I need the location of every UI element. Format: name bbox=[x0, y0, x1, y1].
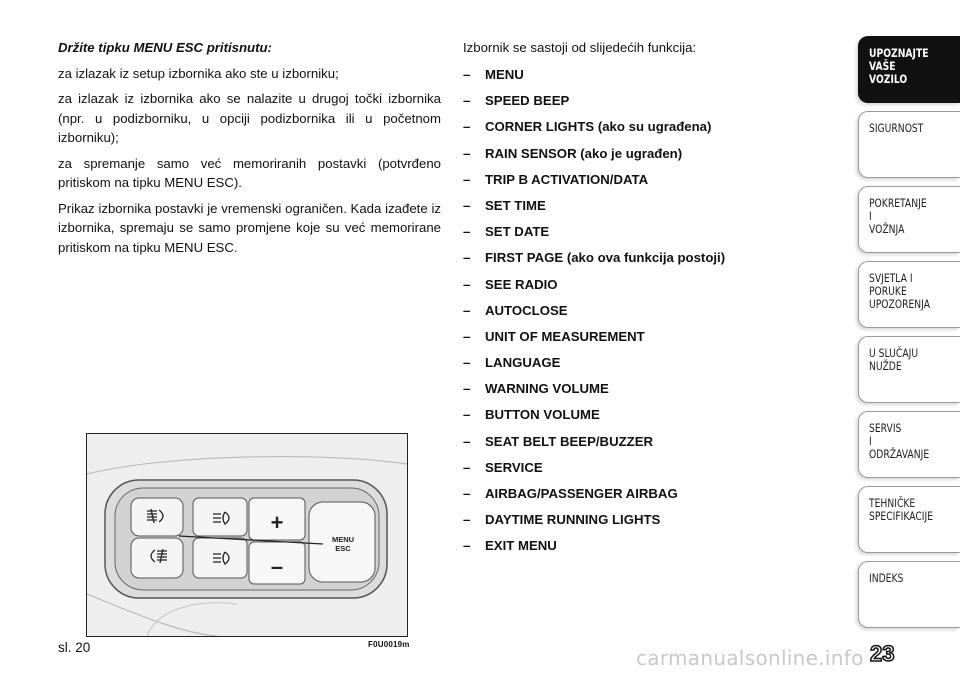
menu-item-label: BUTTON VOLUME bbox=[485, 407, 600, 423]
menu-item-label: AUTOCLOSE bbox=[485, 302, 568, 318]
menu-item-label: DAYTIME RUNNING LIGHTS bbox=[485, 512, 661, 528]
menu-list-item bbox=[463, 379, 843, 405]
chapter-tab-label: UPOZNAJTE VAŠE VOZILO bbox=[869, 46, 929, 86]
intro-text: Držite tipku MENU ESC pritisnutu: bbox=[58, 40, 272, 55]
chapter-tab-label: U SLUČAJU NUŽDE bbox=[869, 346, 919, 373]
dash-marker: – bbox=[463, 512, 471, 528]
menu-item-label: UNIT OF MEASUREMENT bbox=[485, 328, 645, 344]
paragraph-4: Prikaz izbornika postavki je vremenski ograničen. Kada izađete iz izbornika, spremaju se samo promjene koje su već memorirane pritiskom na tipku MENU ESC. bbox=[58, 200, 441, 255]
chapter-tab-6[interactable] bbox=[858, 411, 960, 478]
menu-item-label: SET TIME bbox=[485, 197, 546, 213]
menu-list-item bbox=[463, 301, 843, 327]
chapter-tab-1[interactable] bbox=[858, 36, 960, 103]
menu-item-label: SPEED BEEP bbox=[485, 93, 570, 109]
figure-caption: sl. 20 bbox=[58, 640, 91, 655]
chapter-tab-7[interactable] bbox=[858, 486, 960, 553]
menu-list-item bbox=[463, 327, 843, 353]
right-column bbox=[463, 38, 843, 563]
dash-marker: – bbox=[463, 355, 471, 371]
menu-list-lead: Izbornik se sastoji od slijedećih funkcija: bbox=[463, 40, 697, 55]
dash-marker: – bbox=[463, 197, 471, 213]
menu-list-item bbox=[463, 248, 843, 274]
menu-list-item bbox=[463, 196, 843, 222]
dash-marker: – bbox=[463, 538, 471, 554]
menu-item-label: TRIP B ACTIVATION/DATA bbox=[485, 171, 649, 187]
chapter-tab-5[interactable] bbox=[858, 336, 960, 403]
chapter-tab-label: SIGURNOST bbox=[869, 121, 924, 135]
dash-marker: – bbox=[463, 328, 471, 344]
menu-item-label: RAIN SENSOR (ako je ugrađen) bbox=[485, 145, 683, 161]
chapter-tab-4[interactable] bbox=[858, 261, 960, 328]
chapter-tab-label: TEHNIČKE SPECIFIKACIJE bbox=[869, 496, 934, 523]
menu-item-label: SET DATE bbox=[485, 224, 550, 240]
chapter-tab-label: SVJETLA I PORUKE UPOZORENJA bbox=[869, 271, 930, 311]
dash-marker: – bbox=[463, 67, 471, 82]
menu-function-list bbox=[463, 65, 843, 563]
chapter-tab-8[interactable] bbox=[858, 561, 960, 628]
menu-list-item bbox=[463, 536, 843, 562]
menu-item-label: CORNER LIGHTS (ako su ugrađena) bbox=[485, 119, 712, 135]
dash-marker: – bbox=[463, 302, 471, 318]
menu-list-item bbox=[463, 170, 843, 196]
minus-button-label: – bbox=[270, 554, 284, 579]
menu-item-label: SEAT BELT BEEP/BUZZER bbox=[485, 433, 654, 449]
menu-label-line2: ESC bbox=[335, 544, 351, 553]
menu-list-item bbox=[463, 222, 843, 248]
dash-marker: – bbox=[463, 407, 471, 423]
control-panel-figure bbox=[86, 433, 408, 637]
page-number: 23 bbox=[870, 641, 895, 666]
menu-item-label: LANGUAGE bbox=[485, 355, 561, 371]
menu-list-item bbox=[463, 353, 843, 379]
left-column bbox=[58, 38, 441, 263]
menu-list-item bbox=[463, 405, 843, 431]
dash-marker: – bbox=[463, 93, 471, 109]
menu-item-label: SEE RADIO bbox=[485, 276, 558, 292]
chapter-tab-label: INDEKS bbox=[869, 571, 904, 585]
dash-marker: – bbox=[463, 276, 471, 292]
chapter-tab-label: SERVIS I ODRŽAVANJE bbox=[869, 421, 930, 461]
menu-list-item bbox=[463, 65, 843, 91]
chapter-tab-label: POKRETANJE I VOŽNJA bbox=[869, 196, 927, 236]
dash-marker: – bbox=[463, 224, 471, 240]
dash-marker: – bbox=[463, 171, 471, 187]
menu-item-label: MENU bbox=[485, 67, 524, 82]
dash-marker: – bbox=[463, 250, 471, 266]
paragraph-3: za spremanje samo već memoriranih postavki (potvrđeno pritiskom na tipku MENU ESC). bbox=[58, 155, 441, 190]
menu-label-line1: MENU bbox=[331, 535, 355, 544]
menu-list-item bbox=[463, 275, 843, 301]
chapter-tab-3[interactable] bbox=[858, 186, 960, 253]
paragraph-2: za izlazak iz izbornika ako se nalazite u drugoj točki izbornika (npr. u podizborniku, u opciji podizbornika ili u početnom izborniku); bbox=[58, 91, 441, 145]
control-buttons-illustration bbox=[87, 434, 407, 636]
menu-list-item bbox=[463, 510, 843, 536]
menu-list-item bbox=[463, 144, 843, 170]
menu-item-label: EXIT MENU bbox=[485, 538, 557, 554]
dash-marker: – bbox=[463, 119, 471, 135]
menu-list-item bbox=[463, 458, 843, 484]
dash-marker: – bbox=[463, 486, 471, 501]
chapter-tab-2[interactable] bbox=[858, 111, 960, 178]
figure-code: F0U0019m bbox=[368, 640, 410, 649]
menu-list-item bbox=[463, 432, 843, 458]
menu-item-label: SERVICE bbox=[485, 459, 543, 475]
plus-button-label: + bbox=[270, 510, 284, 535]
dash-marker: – bbox=[463, 433, 471, 449]
menu-item-label: FIRST PAGE (ako ova funkcija postoji) bbox=[485, 250, 726, 266]
menu-item-label: WARNING VOLUME bbox=[485, 381, 609, 397]
dash-marker: – bbox=[463, 381, 471, 397]
paragraph-1: za izlazak iz setup izbornika ako ste u izborniku; bbox=[58, 65, 339, 81]
dash-marker: – bbox=[463, 145, 471, 161]
menu-list-item bbox=[463, 484, 843, 510]
dash-marker: – bbox=[463, 459, 471, 475]
watermark: carmanualsonline.info bbox=[636, 646, 864, 670]
menu-list-item bbox=[463, 91, 843, 117]
menu-item-label: AIRBAG/PASSENGER AIRBAG bbox=[485, 486, 678, 501]
menu-list-item bbox=[463, 117, 843, 143]
